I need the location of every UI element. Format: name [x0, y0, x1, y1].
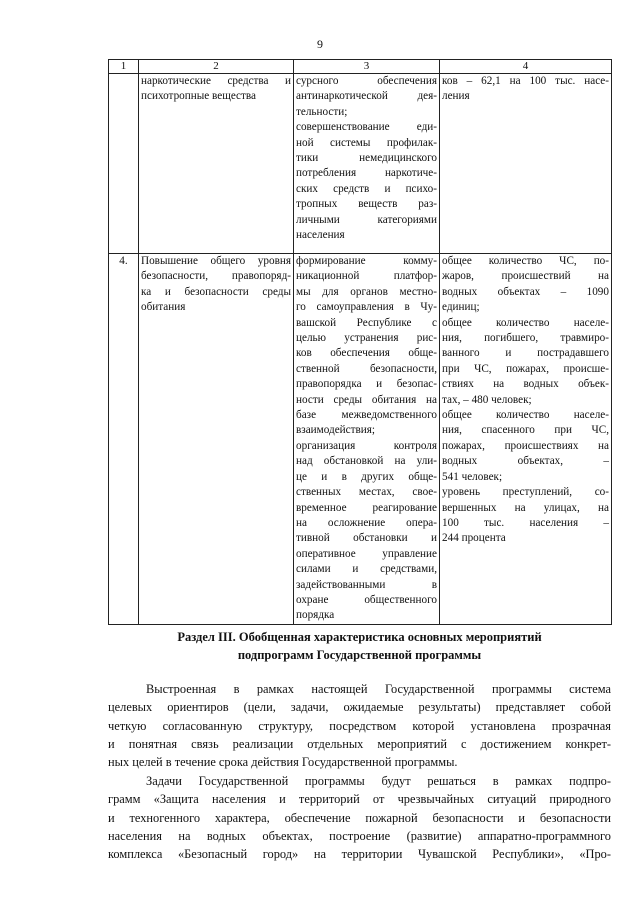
cell-line: це и в других обще-: [296, 470, 437, 483]
header-cell: 4: [440, 60, 612, 74]
cell-line: безопасности, правопоряд-: [141, 270, 291, 283]
paragraph-line: грамм «Защита населения и территорий от чрезвычайных ситуаций природного: [108, 792, 611, 807]
cell-line: ния, погибшего, травмиро-: [442, 332, 609, 345]
cell-line: правопорядка и безопас-: [296, 378, 437, 391]
cell-line: общее количество ЧС, по-: [442, 255, 609, 267]
cell-line: ности среды обитания на: [296, 393, 437, 406]
cell-line: водных объектах, –: [442, 455, 609, 468]
paragraph-line: Выстроенная в рамках настоящей Государственной программы система: [146, 682, 611, 696]
cell-line: ка и безопасности среды: [141, 285, 291, 298]
cell-line: оперативное управление: [296, 547, 437, 560]
cell-measures: [294, 254, 440, 625]
paragraph-line: целевых ориентиров (цели, задачи, ожидаемые результаты) представляет собой: [108, 700, 611, 715]
header-cell: 2: [139, 60, 294, 74]
cell-line: тельности;: [296, 105, 348, 118]
header-cell: 1: [109, 60, 139, 74]
cell-line: взаимодействия;: [296, 424, 376, 437]
cell-line: базе межведомственного: [296, 409, 437, 422]
paragraph-line: комплекса «Безопасный город» на территории Чувашской Республики», «Про-: [108, 847, 611, 862]
cell-line: организация контроля: [296, 439, 437, 452]
indicators-table: [108, 59, 612, 625]
cell-indicator: [139, 254, 294, 625]
cell-line: пожарах, происшествиях на: [442, 439, 609, 452]
paragraph-line: населения на водных объектах, построение (развитие) аппаратно-программного: [108, 828, 611, 843]
paragraph-line: четкую согласованную структуру, посредством которой установлена прозрачная: [108, 718, 611, 733]
table-row: [109, 254, 612, 625]
cell-line: порядка: [296, 609, 335, 622]
cell-line: антинаркотической дея-: [296, 90, 437, 103]
cell-line: ния, спасенного при ЧС,: [442, 424, 609, 437]
cell-line: обитания: [141, 301, 186, 314]
table-header-row: [109, 60, 612, 74]
cell-line: 244 процента: [442, 532, 506, 545]
cell-line: силами и средствами,: [296, 563, 437, 576]
cell-line: при ЧС, пожарах, происше-: [442, 362, 609, 375]
cell-line: вашской Республике с: [296, 316, 437, 329]
cell-line: тах, – 480 человек;: [442, 393, 532, 406]
cell-line: потребления наркотиче-: [296, 167, 437, 180]
cell-line: совершенствование еди-: [296, 121, 437, 134]
cell-line: уровень преступлений, со-: [442, 486, 609, 499]
cell-line: личными категориями: [296, 213, 437, 226]
cell-line: Повышение общего уровня: [141, 255, 291, 267]
cell-line: общее количество населе-: [442, 409, 609, 422]
cell-line: тики немедицинского: [296, 152, 437, 165]
cell-line: над обстановкой на ули-: [296, 455, 437, 468]
cell-line: населения: [296, 229, 345, 242]
cell-line: ков обеспечения обще-: [296, 347, 437, 360]
paragraph-tasks: [108, 772, 611, 863]
cell-line: ствиях на водных объек-: [442, 378, 609, 391]
section-title: [108, 628, 611, 664]
cell-line: ванного и пострадавшего: [442, 347, 609, 360]
cell-line: водных объектах – 1090: [442, 285, 609, 298]
cell-line: 100 тыс. населения –: [442, 516, 609, 529]
cell-line: формирование комму-: [296, 255, 437, 267]
cell-results: [440, 74, 612, 254]
cell-line: ственной безопасности,: [296, 362, 437, 375]
cell-line: временное реагирование: [296, 501, 437, 514]
cell-line: 541 человек;: [442, 470, 503, 483]
section-title-line: подпрограмм Государственной программы: [237, 648, 482, 662]
paragraph-line: ных целей в течение срока действия Государственной программы.: [108, 755, 458, 770]
cell-line: целью устранения рис-: [296, 332, 437, 345]
cell-results: [440, 254, 612, 625]
cell-line: ков – 62,1 на 100 тыс. насе-: [442, 75, 609, 87]
cell-line: ной системы профилак-: [296, 136, 437, 149]
cell-line: ственных местах, свое-: [296, 486, 437, 499]
cell-line: тивной обстановки и: [296, 532, 437, 545]
cell-line: охране общественного: [296, 593, 437, 606]
paragraph-system: [108, 680, 611, 771]
header-cell: 3: [294, 60, 440, 74]
cell-line: ских средств и психо-: [296, 182, 437, 195]
cell-line: жаров, происшествий на: [442, 270, 609, 283]
row-number: [109, 74, 139, 254]
table-row: [109, 74, 612, 254]
page-number: 9: [317, 37, 323, 51]
paragraph-line: Задачи Государственной программы будут решаться в рамках подпро-: [146, 774, 611, 788]
cell-line: наркотические средства и: [141, 75, 291, 87]
section-title-line: Раздел III. Обобщенная характеристика основных мероприятий: [177, 630, 542, 644]
cell-line: мы для органов местно-: [296, 285, 437, 298]
cell-line: сурсного обеспечения: [296, 75, 437, 87]
paragraph-line: и техногенного характера, обеспечение пожарной безопасности и безопасности: [108, 810, 611, 825]
row-number: 4.: [109, 254, 139, 625]
paragraph-line: и понятная связь реализации отдельных мероприятий с достижением конкрет-: [108, 736, 611, 751]
cell-line: единиц;: [442, 301, 480, 314]
cell-line: общее количество населе-: [442, 316, 609, 329]
cell-line: вершенных на улицах, на: [442, 501, 609, 514]
cell-line: психотропные вещества: [141, 90, 257, 103]
cell-line: на осложнение опера-: [296, 516, 437, 529]
cell-indicator: [139, 74, 294, 254]
cell-measures: [294, 74, 440, 254]
cell-line: го самоуправления в Чу-: [296, 301, 437, 314]
cell-line: ления: [442, 90, 470, 103]
cell-line: тропных веществ раз-: [296, 198, 437, 211]
cell-line: никационной платфор-: [296, 270, 437, 283]
cell-line: задействованными в: [296, 578, 437, 591]
